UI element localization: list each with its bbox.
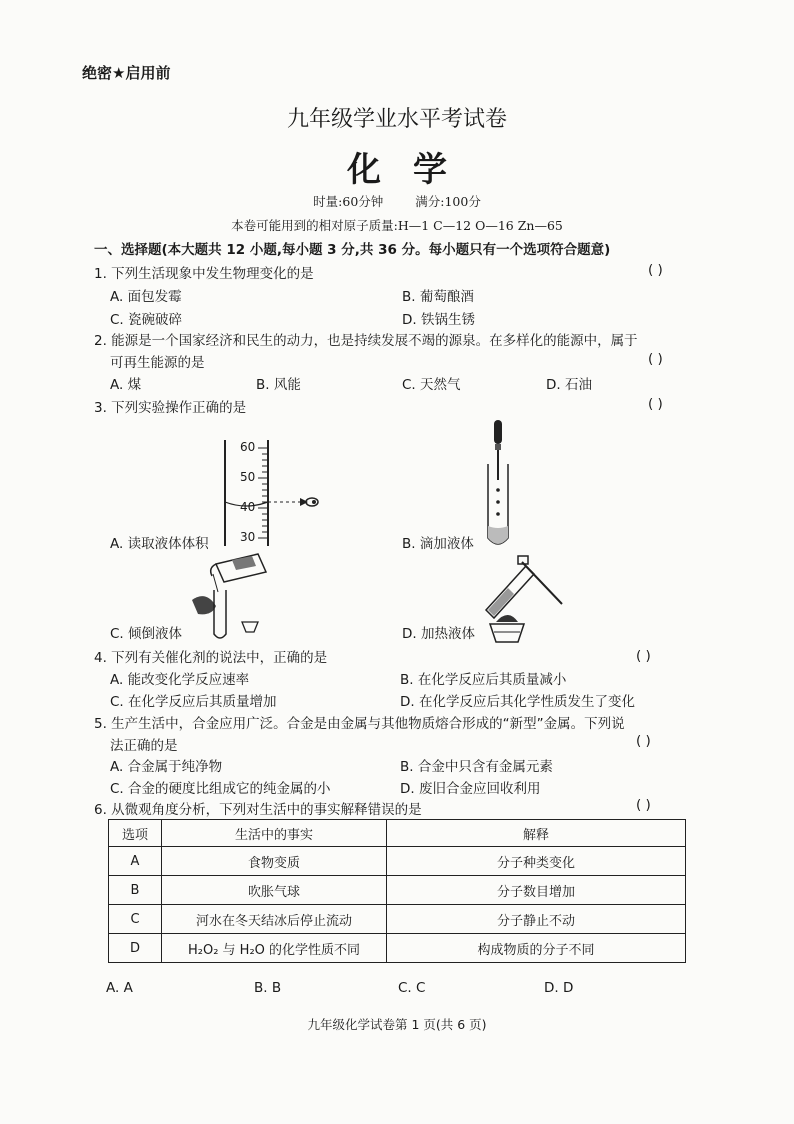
q5-option-d: D. 废旧合金应回收利用 [400, 781, 541, 797]
q6-table [108, 819, 686, 963]
table-row [109, 876, 686, 905]
q1-stem: 1. 下列生活现象中发生物理变化的是 [94, 266, 314, 282]
table-row [109, 934, 686, 963]
q1-option-b: B. 葡萄酿酒 [402, 289, 474, 305]
q4-option-c: C. 在化学反应后其质量增加 [110, 694, 277, 710]
q5-option-a: A. 合金属于纯净物 [110, 759, 223, 775]
cell-option: A [109, 847, 162, 876]
q2-stem-line2: 可再生能源的是 [110, 355, 205, 371]
scale-40: 40 [240, 500, 256, 514]
table-row [109, 905, 686, 934]
section-title: 一、选择题(本大题共 12 小题,每小题 3 分,共 36 分。每小题只有一个选项符合题意) [94, 242, 611, 258]
scale-60: 60 [240, 440, 256, 454]
cell-explanation: 分子种类变化 [387, 847, 686, 876]
q5-option-b: B. 合金中只含有金属元素 [400, 759, 553, 775]
q3-option-a: A. 读取液体体积 [110, 536, 209, 552]
figure-pouring-liquid [186, 550, 276, 642]
q5-answer-paren: ( ) [636, 733, 651, 749]
subject-title: 化学 [347, 150, 479, 190]
q4-option-d: D. 在化学反应后其化学性质发生了变化 [400, 694, 635, 710]
q6-option-c: C. C [398, 980, 426, 996]
q6-option-b: B. B [254, 980, 282, 996]
cell-option: D [109, 934, 162, 963]
q3-answer-paren: ( ) [648, 396, 663, 412]
cell-fact: 吹胀气球 [162, 876, 387, 905]
q3-stem: 3. 下列实验操作正确的是 [94, 400, 247, 416]
q2-option-a: A. 煤 [110, 377, 142, 393]
q1-option-c: C. 瓷碗破碎 [110, 312, 183, 328]
q2-option-b: B. 风能 [256, 377, 301, 393]
q1-answer-paren: ( ) [648, 262, 663, 278]
q5-stem-line2: 法正确的是 [110, 738, 178, 754]
cell-fact: 食物变质 [162, 847, 387, 876]
cell-explanation: 构成物质的分子不同 [387, 934, 686, 963]
q4-stem: 4. 下列有关催化剂的说法中，正确的是 [94, 650, 328, 666]
q2-answer-paren: ( ) [648, 351, 663, 367]
q2-stem-line1: 2. 能源是一个国家经济和民生的动力，也是持续发展不竭的源泉。在多样化的能源中，属于 [94, 333, 638, 349]
cell-fact: H₂O₂ 与 H₂O 的化学性质不同 [162, 934, 387, 963]
q4-option-a: A. 能改变化学反应速率 [110, 672, 250, 688]
cell-fact: 河水在冬天结冰后停止流动 [162, 905, 387, 934]
q6-answer-paren: ( ) [636, 797, 651, 813]
atomic-masses: 本卷可能用到的相对原子质量:H—1 C—12 O—16 Zn—65 [231, 218, 563, 233]
figure-graduated-cylinder [220, 438, 330, 548]
col-header-fact: 生活中的事实 [162, 820, 387, 847]
q3-option-c: C. 倾倒液体 [110, 626, 183, 642]
cell-option: B [109, 876, 162, 905]
q4-option-b: B. 在化学反应后其质量减小 [400, 672, 567, 688]
exam-title: 九年级学业水平考试卷 [286, 107, 507, 132]
q5-stem-line1: 5. 生产生活中，合金应用广泛。合金是由金属与其他物质熔合形成的“新型”金属。下列说 [94, 716, 625, 732]
col-header-option: 选项 [109, 820, 162, 847]
table-header-row [109, 820, 686, 847]
figure-dropper-test-tube [478, 418, 518, 550]
time-score-info: 时量:60分钟 满分:100分 [313, 194, 481, 209]
cell-option: C [109, 905, 162, 934]
figure-heating-liquid [482, 552, 572, 644]
scale-30: 30 [240, 530, 256, 544]
page-footer: 九年级化学试卷第 1 页(共 6 页) [307, 1017, 487, 1032]
table-row [109, 847, 686, 876]
confidential-mark: 绝密★启用前 [82, 64, 171, 82]
q5-option-c: C. 合金的硬度比组成它的纯金属的小 [110, 781, 331, 797]
col-header-explanation: 解释 [387, 820, 686, 847]
q6-stem: 6. 从微观角度分析，下列对生活中的事实解释错误的是 [94, 802, 422, 818]
q1-option-d: D. 铁锅生锈 [402, 312, 475, 328]
q1-option-a: A. 面包发霉 [110, 289, 182, 305]
q3-option-d: D. 加热液体 [402, 626, 475, 642]
q6-option-d: D. D [544, 980, 574, 996]
cell-explanation: 分子数目增加 [387, 876, 686, 905]
q4-answer-paren: ( ) [636, 648, 651, 664]
q6-option-a: A. A [106, 980, 133, 996]
q2-option-c: C. 天然气 [402, 377, 461, 393]
q2-option-d: D. 石油 [546, 377, 592, 393]
cell-explanation: 分子静止不动 [387, 905, 686, 934]
scale-50: 50 [240, 470, 256, 484]
q3-option-b: B. 滴加液体 [402, 536, 474, 552]
